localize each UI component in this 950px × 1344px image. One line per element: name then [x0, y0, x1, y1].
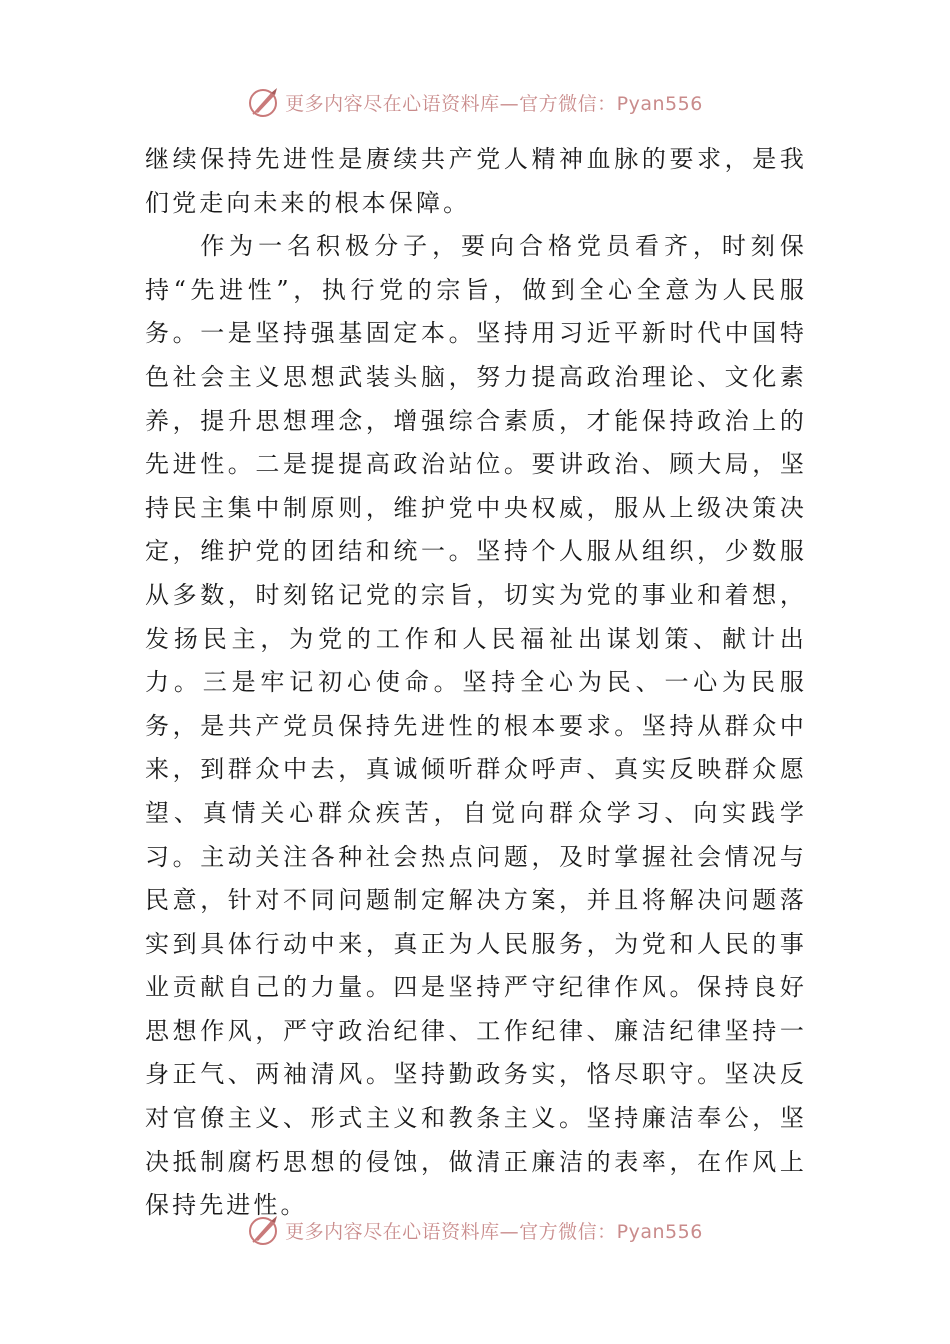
- footer-watermark: [0, 1210, 950, 1250]
- header-watermark: [0, 82, 950, 122]
- watermark-text: 更多内容尽在心语资料库—官方微信：Pyan556: [285, 1220, 703, 1243]
- quill-pen-logo-icon: [247, 1213, 281, 1247]
- document-body: [145, 138, 807, 1228]
- quill-pen-logo-icon: [247, 85, 281, 119]
- paragraph-main: 作为一名积极分子，要向合格党员看齐，时刻保持“先进性”，执行党的宗旨，做到全心全意为人民服务。一是坚持强基固定本。坚持用习近平新时代中国特色社会主义思想武装头脑，努力提高政治理论、文化素养，提升思想理念，增强综合素质，才能保持政治上的先进性。二是提提高政治站位。要讲政治、顾大局，坚持民主集中制原则，维护党中央权威，服从上级决策决定，维护党的团结和统一。坚持个人服从组织，少数服从多数，时刻铭记党的宗旨，切实为党的事业和着想，发扬民主，为党的工作和人民福祉出谋划策、献计出力。三是牢记初心使命。坚持全心为民、一心为民服务，是共产党员保持先进性的根本要求。坚持从群众中来，到群众中去，真诚倾听群众呼声、真实反映群众愿望、真情关心群众疾苦，自觉向群众学习、向实践学习。主动关注各种社会热点问题，及时掌握社会情况与民意，针对不同问题制定解决方案，并且将解决问题落实到具体行动中来，真正为人民服务，为党和人民的事业贡献自己的力量。四是坚持严守纪律作风。保持良好思想作风，严守政治纪律、工作纪律、廉洁纪律坚持一身正气、两袖清风。坚持勤政务实，恪尽职守。坚决反对官僚主义、形式主义和教条主义。坚持廉洁奉公，坚决抵制腐朽思想的侵蚀，做清正廉洁的表率，在作风上保持先进性。: [145, 232, 807, 1220]
- watermark-text: 更多内容尽在心语资料库—官方微信：Pyan556: [285, 92, 703, 115]
- paragraph-continuation: 继续保持先进性是赓续共产党人精神血脉的要求，是我们党走向未来的根本保障。: [145, 145, 807, 217]
